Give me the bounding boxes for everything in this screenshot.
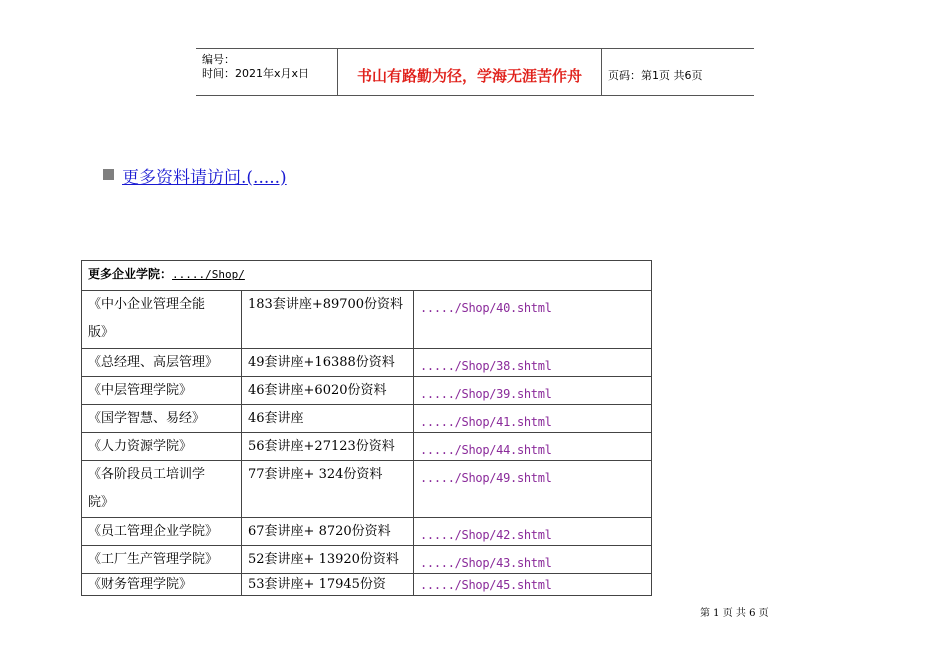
course-link[interactable]: ...../Shop/38.shtml — [420, 359, 552, 373]
table-row — [82, 290, 651, 348]
header-motto-cell — [338, 49, 602, 95]
header-page-cell — [602, 49, 754, 95]
header-page-info: 页码：第1页 共6页 — [608, 69, 703, 82]
course-link[interactable]: ...../Shop/41.shtml — [420, 415, 552, 429]
course-link[interactable]: ...../Shop/40.shtml — [420, 301, 552, 315]
academy-table — [81, 260, 652, 596]
course-desc: 49套讲座+16388份资料 — [242, 349, 414, 376]
table-row — [82, 404, 651, 432]
square-bullet-icon — [103, 169, 114, 180]
course-name: 《员工管理企业学院》 — [82, 518, 242, 545]
table-row — [82, 460, 651, 517]
course-name: 《财务管理学院》 — [82, 574, 242, 595]
course-name: 《人力资源学院》 — [82, 433, 242, 460]
course-link[interactable]: ...../Shop/39.shtml — [420, 387, 552, 401]
course-desc: 53套讲座+ 17945份资 — [242, 574, 414, 595]
table-row — [82, 545, 651, 573]
course-link[interactable]: ...../Shop/49.shtml — [420, 471, 552, 485]
table-row — [82, 432, 651, 460]
document-number: 编号： — [202, 53, 235, 66]
table-row — [82, 517, 651, 545]
table-row — [82, 348, 651, 376]
header-motto: 书山有路勤为径，学海无涯苦作舟 — [356, 67, 582, 85]
course-name: 《中层管理学院》 — [82, 377, 242, 404]
table-title-row — [82, 261, 651, 290]
course-link[interactable]: ...../Shop/44.shtml — [420, 443, 552, 457]
table-row — [82, 376, 651, 404]
course-desc: 46套讲座 — [242, 405, 414, 432]
course-desc: 52套讲座+ 13920份资料 — [242, 546, 414, 573]
course-desc: 67套讲座+ 8720份资料 — [242, 518, 414, 545]
table-title-label: 更多企业学院： — [88, 267, 173, 281]
table-title — [82, 261, 651, 288]
course-name: 《国学智慧、易经》 — [82, 405, 242, 432]
header-info-cell — [196, 49, 338, 95]
course-name: 《工厂生产管理学院》 — [82, 546, 242, 573]
page-footer: 第 1 页 共 6 页 — [700, 608, 769, 619]
course-name: 《各阶段员工培训学 院》 — [82, 461, 242, 517]
more-resources-link[interactable]: 更多资料请访问.(.....) — [122, 168, 287, 188]
page-header — [196, 48, 754, 96]
table-row — [82, 573, 651, 595]
course-link[interactable]: ...../Shop/42.shtml — [420, 528, 552, 542]
course-name: 《中小企业管理全能 版》 — [82, 291, 242, 348]
document-time: 时间：2021年x月x日 — [202, 67, 310, 80]
course-desc: 183套讲座+89700份资料 — [242, 291, 414, 348]
table-title-link[interactable]: ...../Shop/ — [172, 268, 245, 281]
course-link[interactable]: ...../Shop/45.shtml — [420, 578, 552, 592]
course-link[interactable]: ...../Shop/43.shtml — [420, 556, 552, 570]
course-name: 《总经理、高层管理》 — [82, 349, 242, 376]
course-desc: 77套讲座+ 324份资料 — [242, 461, 414, 517]
course-desc: 46套讲座+6020份资料 — [242, 377, 414, 404]
course-desc: 56套讲座+27123份资料 — [242, 433, 414, 460]
